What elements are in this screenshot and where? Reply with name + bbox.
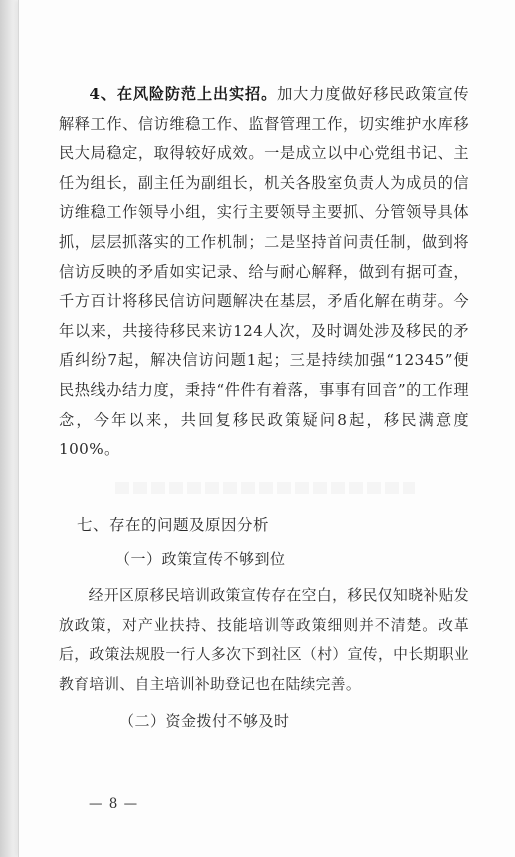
section-heading-problems: 七、存在的问题及原因分析 [77,516,270,534]
policy-publicity-paragraph: 经开区原移民培训政策宣传存在空白，移民仅知晓补贴发放政策，对产业扶持、技能培训等政策细则并不清楚。改革后，政策法规股一行人多次下到社区（村）宣传，中长期职业教育培训、自主培训补助登记也在陆续完善。 [59,587,469,693]
subsection-heading-fund-allocation: （二）资金拨付不够及时 [119,712,290,730]
policy-publicity-section [59,581,469,699]
risk-prevention-lead: 4、在风险防范上出实招。 [89,85,278,103]
page-number: — 8 — [89,796,139,812]
risk-prevention-paragraph [59,80,469,465]
scan-edge-shadow [0,0,18,857]
document-page [18,0,515,857]
subsection-heading-policy-publicity: （一）政策宣传不够到位 [115,550,286,568]
risk-prevention-body: 加大力度做好移民政策宣传解释工作、信访维稳工作、监督管理工作，切实维护水库移民大局稳定，取得较好成效。一是成立以中心党组书记、主任为组长，副主任为副组长，机关各股室负责人为成员的信访维稳工作领导小组，实行主要领导主要抓、分管领导具体抓，层层抓落实的工作机制；二是坚持首问责任制，做到将信访反映的矛盾如实记录、给与耐心解释，做到有据可查，千方百计将移民信访问题解决在基层，矛盾化解在萌芽。今年以来，共接待移民来访124人次，及时调处涉及移民的矛盾纠纷7起，解决信访问题1起；三是持续加强“12345”便民热线办结力度，秉持“件件有着落，事事有回音”的工作理念，今年以来，共回复移民政策疑问8起，移民满意度100%。 [59,85,469,459]
bleed-through-text [115,482,415,494]
risk-prevention-section [59,80,469,465]
